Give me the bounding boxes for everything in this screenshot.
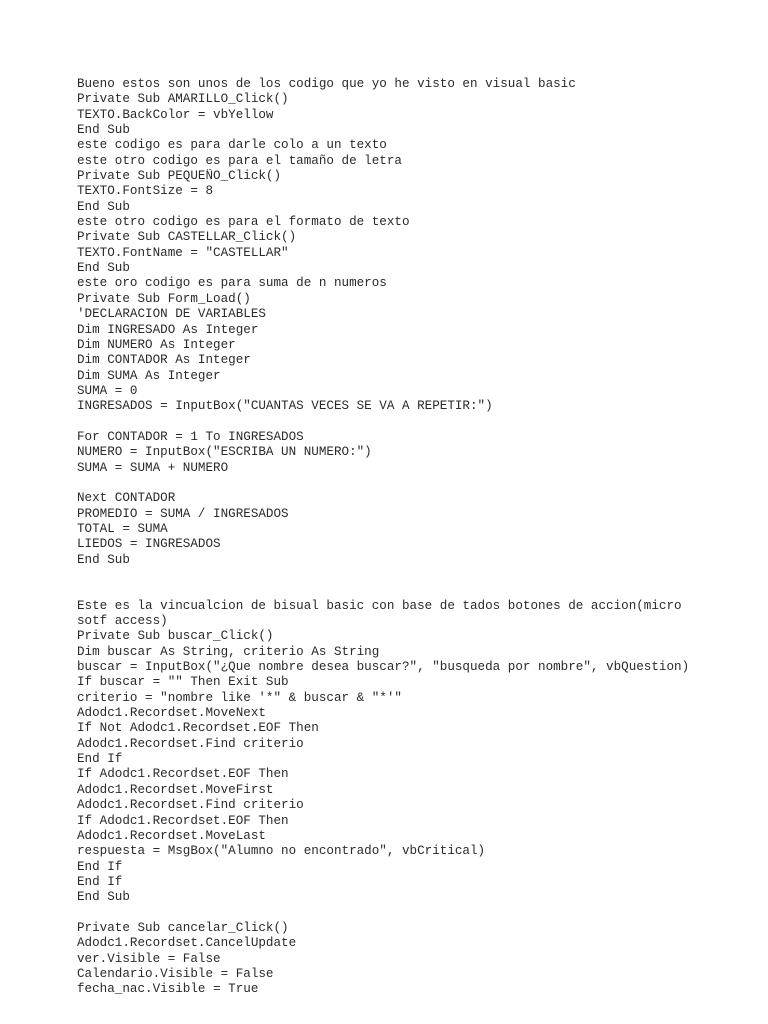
code-line: Dim NUMERO As Integer — [77, 337, 236, 352]
code-line — [77, 906, 728, 921]
code-line: Private Sub cancelar_Click() — [77, 920, 289, 935]
code-line: Calendario.Visible = False — [77, 966, 274, 981]
code-line: NUMERO = InputBox("ESCRIBA UN NUMERO:") — [77, 445, 372, 460]
code-line: 'DECLARACION DE VARIABLES — [77, 307, 266, 322]
code-line: SUMA = SUMA + NUMERO — [77, 460, 229, 475]
code-line: sotf access) — [77, 614, 168, 629]
code-line: If buscar = "" Then Exit Sub — [77, 675, 289, 690]
code-line: fecha_nac.Visible = True — [77, 982, 259, 997]
code-line: TOTAL = SUMA — [77, 521, 168, 536]
code-line: Dim INGRESADO As Integer — [77, 322, 259, 337]
code-line: criterio = "nombre like '*" & buscar & "*'" — [77, 690, 402, 705]
code-line: End Sub — [77, 261, 130, 276]
code-line: Adodc1.Recordset.Find criterio — [77, 736, 304, 751]
code-line: Adodc1.Recordset.MoveFirst — [77, 782, 274, 797]
code-line: este oro codigo es para suma de n numeros — [77, 276, 387, 291]
code-line: Private Sub PEQUEÑO_Click() — [77, 169, 282, 184]
code-line: Adodc1.Recordset.Find criterio — [77, 798, 304, 813]
code-line: Dim buscar As String, criterio As String — [77, 644, 380, 659]
code-line: Este es la vincualcion de bisual basic con base de tados botones de accion(micro — [77, 598, 682, 613]
code-line: End If — [77, 859, 123, 874]
code-line: End If — [77, 752, 123, 767]
code-line: For CONTADOR = 1 To INGRESADOS — [77, 429, 304, 444]
code-line: Private Sub CASTELLAR_Click() — [77, 230, 297, 245]
code-line: Private Sub Form_Load() — [77, 291, 251, 306]
code-line: TEXTO.FontSize = 8 — [77, 184, 214, 199]
code-line: PROMEDIO = SUMA / INGRESADOS — [77, 506, 289, 521]
code-line: If Adodc1.Recordset.EOF Then — [77, 813, 289, 828]
code-line — [77, 583, 728, 598]
code-line: Dim CONTADOR As Integer — [77, 353, 251, 368]
code-line: If Not Adodc1.Recordset.EOF Then — [77, 721, 319, 736]
code-line: este otro codigo es para el tamaño de letra — [77, 153, 402, 168]
code-line: End If — [77, 874, 123, 889]
code-listing — [77, 77, 728, 998]
code-line: TEXTO.FontName = "CASTELLAR" — [77, 245, 289, 260]
code-line: Dim SUMA As Integer — [77, 368, 221, 383]
code-line: End Sub — [77, 123, 130, 138]
code-line: SUMA = 0 — [77, 383, 138, 398]
code-line: Adodc1.Recordset.MoveLast — [77, 828, 266, 843]
code-line: Next CONTADOR — [77, 491, 176, 506]
code-line: If Adodc1.Recordset.EOF Then — [77, 767, 289, 782]
code-line: LIEDOS = INGRESADOS — [77, 537, 221, 552]
code-line: End Sub — [77, 552, 130, 567]
code-line — [77, 568, 728, 583]
code-line — [77, 476, 728, 491]
code-line: buscar = InputBox("¿Que nombre desea buscar?", "busqueda por nombre", vbQuestion) — [77, 660, 690, 675]
code-line: Bueno estos son unos de los codigo que yo he visto en visual basic — [77, 77, 576, 91]
code-line: respuesta = MsgBox("Alumno no encontrado", vbCritical) — [77, 844, 486, 859]
code-line: Adodc1.Recordset.MoveNext — [77, 706, 266, 721]
code-line: Private Sub buscar_Click() — [77, 629, 274, 644]
code-line: este otro codigo es para el formato de texto — [77, 215, 410, 230]
code-line: Private Sub AMARILLO_Click() — [77, 92, 289, 107]
code-line: ver.Visible = False — [77, 951, 221, 966]
code-line: TEXTO.BackColor = vbYellow — [77, 107, 274, 122]
code-line: Adodc1.Recordset.CancelUpdate — [77, 936, 297, 951]
code-line: este codigo es para darle colo a un texto — [77, 138, 387, 153]
code-line — [77, 415, 728, 430]
code-line: End Sub — [77, 199, 130, 214]
code-line: INGRESADOS = InputBox("CUANTAS VECES SE VA A REPETIR:") — [77, 399, 493, 414]
code-line: End Sub — [77, 890, 130, 905]
